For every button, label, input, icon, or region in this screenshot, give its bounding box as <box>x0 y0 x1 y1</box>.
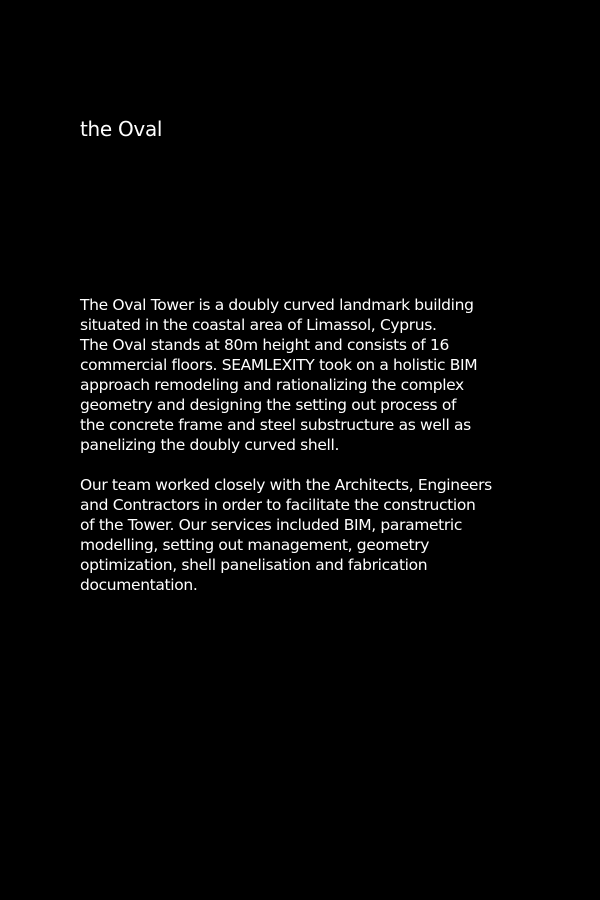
description-paragraph-2 <box>80 475 550 595</box>
page-title: the Oval <box>80 117 163 141</box>
paragraph-spacer <box>80 455 550 475</box>
paragraph-line: modelling, setting out management, geometry <box>80 536 430 554</box>
paragraph-line: approach remodeling and rationalizing the complex <box>80 376 464 394</box>
paragraph-line: the concrete frame and steel substructure as well as <box>80 416 471 434</box>
paragraph-line: of the Tower. Our services included BIM, parametric <box>80 516 463 534</box>
paragraph-line: geometry and designing the setting out process of <box>80 396 457 414</box>
paragraph-line: and Contractors in order to facilitate the construction <box>80 496 476 514</box>
paragraph-line: The Oval Tower is a doubly curved landmark building <box>80 296 474 314</box>
project-description <box>80 295 550 595</box>
paragraph-line: documentation. <box>80 576 198 594</box>
paragraph-line: Our team worked closely with the Architects, Engineers <box>80 476 492 494</box>
paragraph-line: The Oval stands at 80m height and consists of 16 <box>80 336 450 354</box>
paragraph-line: panelizing the doubly curved shell. <box>80 436 340 454</box>
paragraph-line: commercial floors. SEAMLEXITY took on a holistic BIM <box>80 356 478 374</box>
paragraph-line: situated in the coastal area of Limassol, Cyprus. <box>80 316 437 334</box>
paragraph-line: optimization, shell panelisation and fabrication <box>80 556 428 574</box>
description-paragraph-1 <box>80 295 550 455</box>
